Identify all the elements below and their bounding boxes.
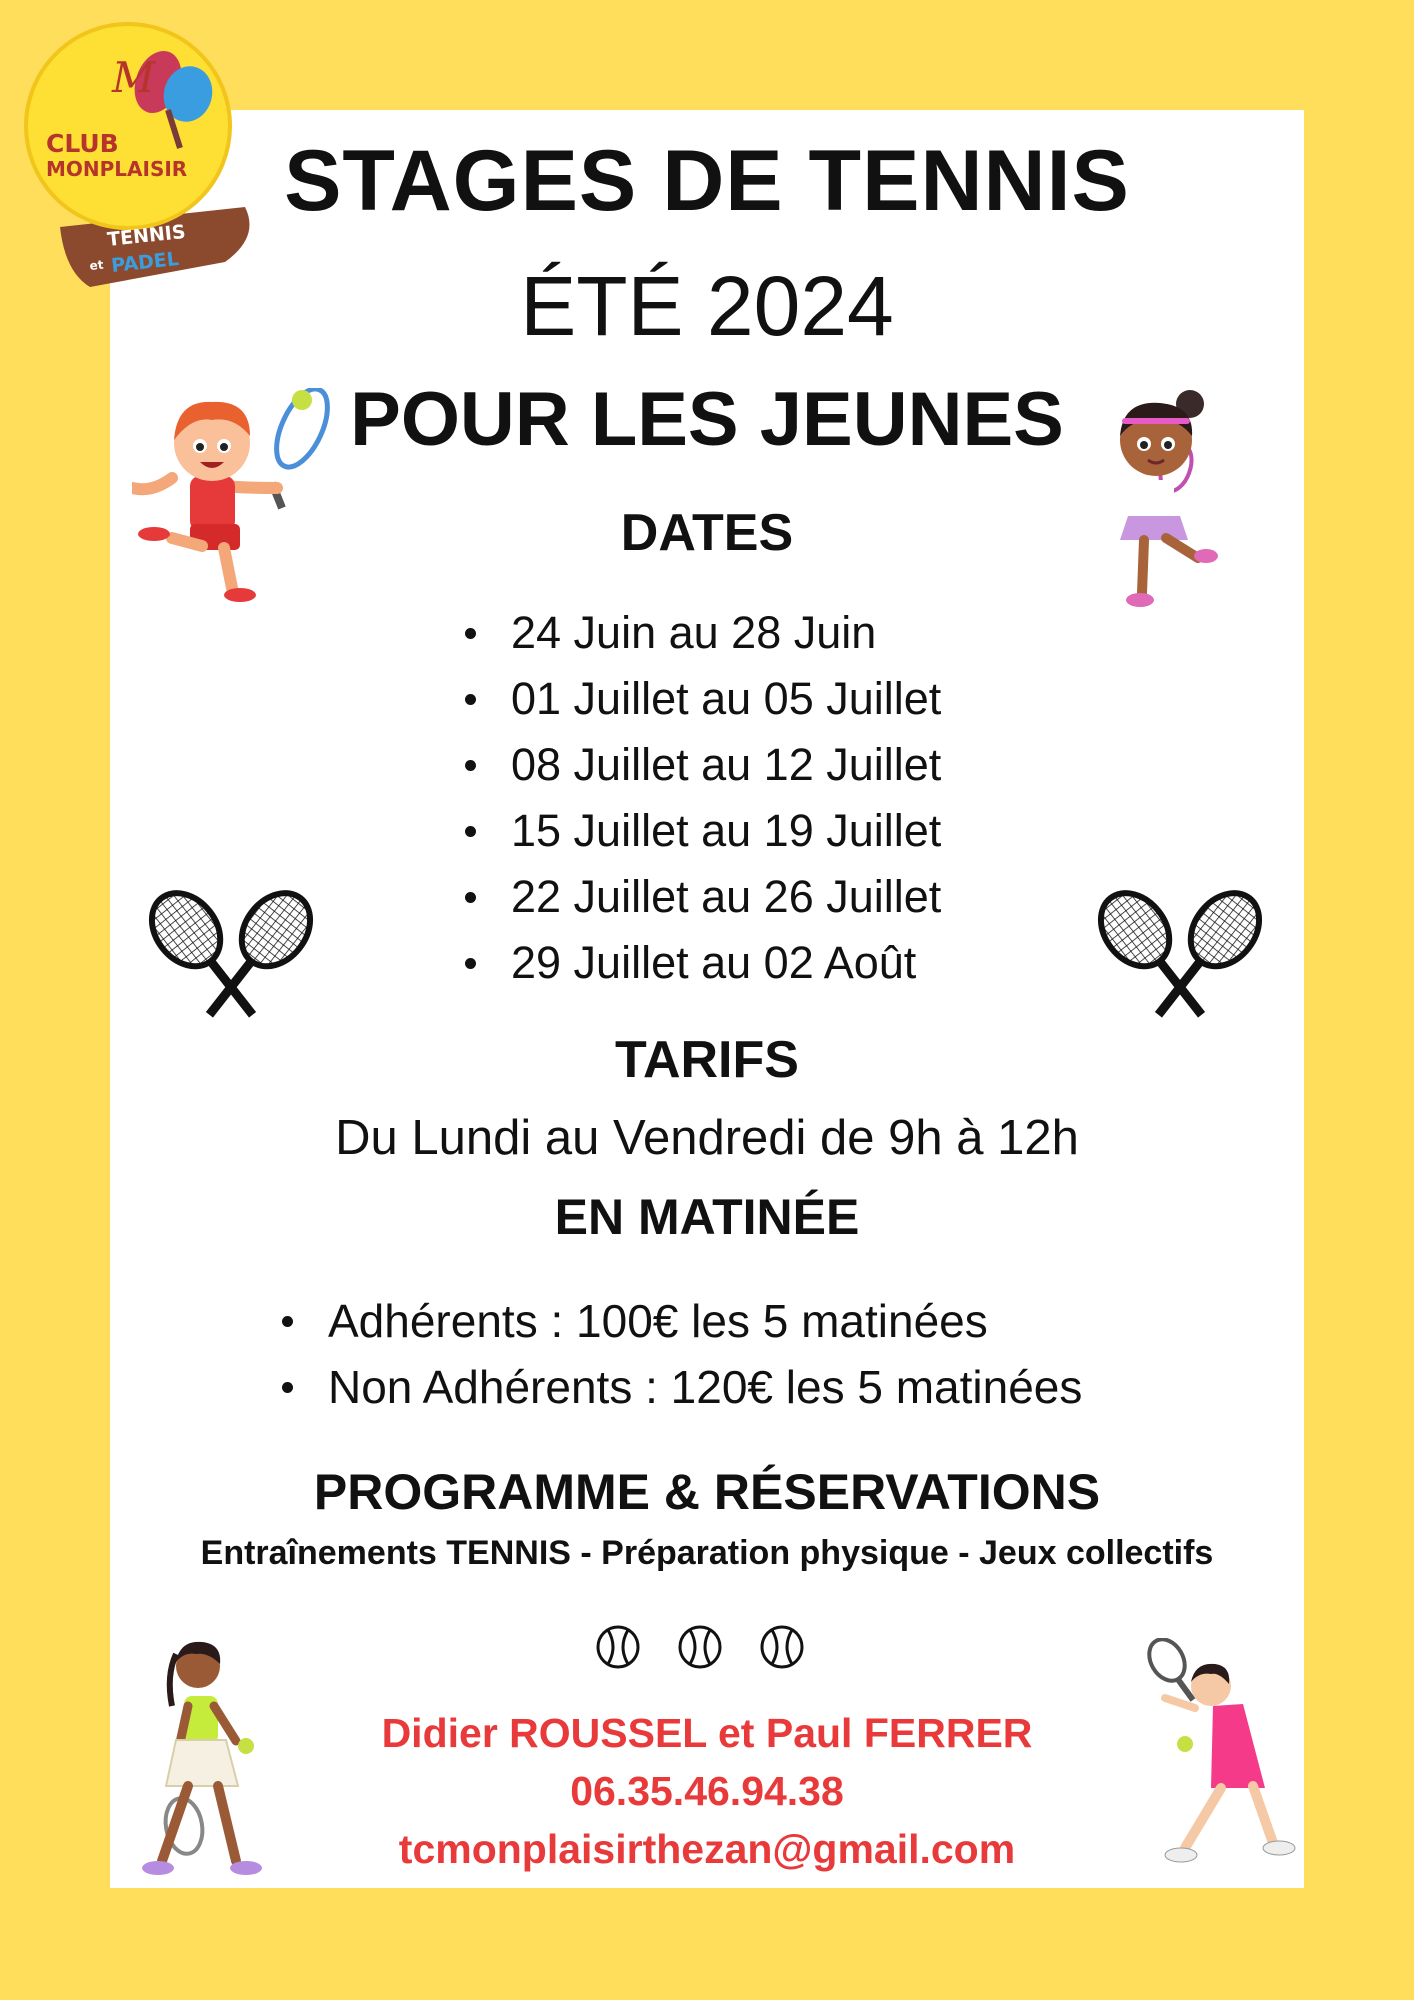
list-item xyxy=(465,666,941,732)
price-item: Adhérents : 100€ les 5 matinées xyxy=(328,1295,988,1347)
bullet-icon xyxy=(465,958,476,969)
bullet-icon xyxy=(465,760,476,771)
programme-heading: PROGRAMME & RÉSERVATIONS xyxy=(313,1464,1101,1520)
price-item: Non Adhérents : 120€ les 5 matinées xyxy=(328,1361,1083,1413)
date-range: 08 Juillet au 12 Juillet xyxy=(511,739,942,790)
dates-list xyxy=(465,600,941,996)
racket-icon xyxy=(1142,1638,1192,1687)
tennis-ball-icon xyxy=(292,390,312,410)
list-item xyxy=(282,1354,1082,1420)
date-range: 01 Juillet au 05 Juillet xyxy=(511,673,942,724)
bullet-icon xyxy=(282,1316,293,1327)
crossed-rackets-icon xyxy=(1095,886,1265,1026)
season-title: ÉTÉ 2024 xyxy=(520,259,894,353)
bullet-icon xyxy=(465,826,476,837)
date-range: 22 Juillet au 26 Juillet xyxy=(511,871,942,922)
price-list xyxy=(282,1288,1082,1420)
girl-walking-illustration xyxy=(126,1636,296,1886)
tennis-ball-icon xyxy=(598,1627,638,1667)
period-label: EN MATINÉE xyxy=(554,1189,860,1245)
list-item xyxy=(465,732,941,798)
logo-sport2: PADEL xyxy=(110,248,180,277)
dress xyxy=(1211,1704,1265,1788)
audience-title: POUR LES JEUNES xyxy=(350,377,1064,462)
bullet-icon xyxy=(465,628,476,639)
list-item xyxy=(282,1288,1082,1354)
contact-names: Didier ROUSSEL et Paul FERRER xyxy=(381,1710,1033,1756)
tennis-ball-icon xyxy=(238,1738,254,1754)
list-item xyxy=(465,930,941,996)
schedule-text: Du Lundi au Vendredi de 9h à 12h xyxy=(335,1111,1079,1165)
tennis-ball-icon xyxy=(1177,1736,1193,1752)
activities-text: Entraînements TENNIS - Préparation physique - Jeux collectifs xyxy=(200,1534,1214,1572)
list-item xyxy=(465,864,941,930)
tennis-balls-row xyxy=(590,1622,830,1672)
list-item xyxy=(465,798,941,864)
woman-player-illustration xyxy=(1125,1638,1305,1878)
date-range: 15 Juillet au 19 Juillet xyxy=(511,805,942,856)
bullet-icon xyxy=(282,1382,293,1393)
contact-email[interactable]: tcmonplaisirthezan@gmail.com xyxy=(398,1826,1016,1872)
logo-monogram: M xyxy=(112,53,156,102)
logo-name: MONPLAISIR xyxy=(46,157,188,181)
tarifs-heading: TARIFS xyxy=(615,1031,799,1089)
date-range: 29 Juillet au 02 Août xyxy=(511,937,917,988)
logo-club: CLUB xyxy=(46,129,119,158)
crossed-rackets-icon xyxy=(146,886,316,1026)
logo-sport1: TENNIS xyxy=(106,220,187,251)
page-title: STAGES DE TENNIS xyxy=(284,133,1130,229)
logo-connector: et xyxy=(88,257,105,273)
skirt xyxy=(166,1740,238,1786)
tennis-ball-icon xyxy=(680,1627,720,1667)
contact-phone[interactable]: 06.35.46.94.38 xyxy=(570,1768,844,1814)
date-range: 24 Juin au 28 Juin xyxy=(511,607,877,658)
bullet-icon xyxy=(465,892,476,903)
tennis-ball-icon xyxy=(762,1627,802,1667)
bullet-icon xyxy=(465,694,476,705)
dates-heading: DATES xyxy=(620,504,794,562)
list-item xyxy=(465,600,941,666)
